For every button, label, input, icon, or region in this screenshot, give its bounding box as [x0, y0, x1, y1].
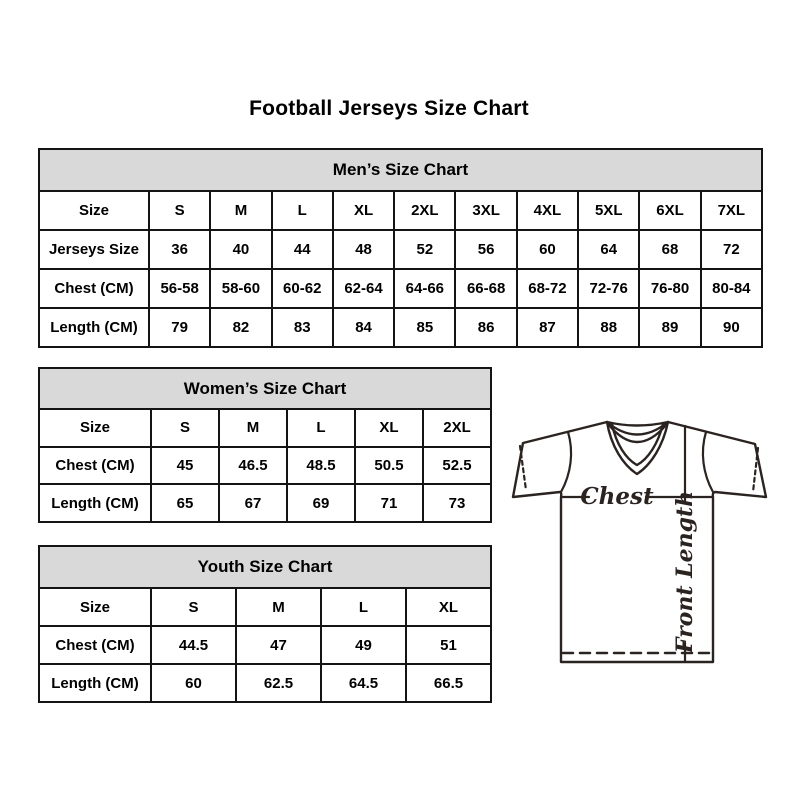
value-cell: 50.5 [355, 447, 423, 485]
value-cell: 52 [394, 230, 455, 269]
value-cell: 64-66 [394, 269, 455, 308]
value-cell: XL [406, 588, 491, 626]
value-cell: 56-58 [149, 269, 210, 308]
value-cell: 87 [517, 308, 578, 347]
value-cell: 48.5 [287, 447, 355, 485]
value-cell: 51 [406, 626, 491, 664]
value-cell: 73 [423, 484, 491, 522]
value-cell: 86 [455, 308, 516, 347]
value-cell: L [287, 409, 355, 447]
value-cell: XL [355, 409, 423, 447]
value-cell: 2XL [394, 191, 455, 230]
mens-size-table [38, 148, 763, 348]
value-cell: S [151, 588, 236, 626]
table-row [39, 269, 762, 308]
value-cell: 89 [639, 308, 700, 347]
value-cell: 64 [578, 230, 639, 269]
value-cell: 62.5 [236, 664, 321, 702]
value-cell: 56 [455, 230, 516, 269]
value-cell: 44.5 [151, 626, 236, 664]
table-row [39, 664, 491, 702]
value-cell: 60 [517, 230, 578, 269]
value-cell: 6XL [639, 191, 700, 230]
value-cell: 90 [701, 308, 762, 347]
men-table-title: Men’s Size Chart [39, 149, 762, 191]
jersey-outline [513, 422, 766, 662]
value-cell: 65 [151, 484, 219, 522]
womens-size-table [38, 367, 492, 523]
value-cell: 67 [219, 484, 287, 522]
value-cell: 40 [210, 230, 271, 269]
value-cell: 48 [333, 230, 394, 269]
row-label-cell: Chest (CM) [39, 269, 149, 308]
value-cell: 49 [321, 626, 406, 664]
value-cell: 83 [272, 308, 333, 347]
row-label-cell: Size [39, 409, 151, 447]
value-cell: 60-62 [272, 269, 333, 308]
value-cell: 85 [394, 308, 455, 347]
value-cell: 3XL [455, 191, 516, 230]
table-row [39, 447, 491, 485]
row-label-cell: Length (CM) [39, 308, 149, 347]
value-cell: 68-72 [517, 269, 578, 308]
front-length-label: Front Length [672, 490, 698, 654]
value-cell: M [210, 191, 271, 230]
value-cell: 79 [149, 308, 210, 347]
value-cell: 60 [151, 664, 236, 702]
value-cell: 88 [578, 308, 639, 347]
value-cell: 71 [355, 484, 423, 522]
table-row [39, 308, 762, 347]
value-cell: 45 [151, 447, 219, 485]
table-row [39, 409, 491, 447]
value-cell: 66.5 [406, 664, 491, 702]
value-cell: 80-84 [701, 269, 762, 308]
youth-size-table [38, 545, 492, 703]
value-cell: XL [333, 191, 394, 230]
row-label-cell: Length (CM) [39, 664, 151, 702]
value-cell: 36 [149, 230, 210, 269]
value-cell: L [272, 191, 333, 230]
row-label-cell: Size [39, 588, 151, 626]
value-cell: 62-64 [333, 269, 394, 308]
value-cell: 46.5 [219, 447, 287, 485]
table-row [39, 626, 491, 664]
women-table-title: Women’s Size Chart [39, 368, 491, 409]
value-cell: 7XL [701, 191, 762, 230]
value-cell: 82 [210, 308, 271, 347]
value-cell: 5XL [578, 191, 639, 230]
value-cell: L [321, 588, 406, 626]
value-cell: 76-80 [639, 269, 700, 308]
value-cell: 47 [236, 626, 321, 664]
chest-label: Chest [580, 483, 654, 510]
youth-table-title: Youth Size Chart [39, 546, 491, 588]
table-row [39, 191, 762, 230]
value-cell: 44 [272, 230, 333, 269]
row-label-cell: Jerseys Size [39, 230, 149, 269]
value-cell: M [236, 588, 321, 626]
table-row [39, 230, 762, 269]
value-cell: 84 [333, 308, 394, 347]
value-cell: M [219, 409, 287, 447]
value-cell: S [149, 191, 210, 230]
value-cell: 72-76 [578, 269, 639, 308]
row-label-cell: Chest (CM) [39, 447, 151, 485]
value-cell: S [151, 409, 219, 447]
value-cell: 72 [701, 230, 762, 269]
row-label-cell: Length (CM) [39, 484, 151, 522]
value-cell: 2XL [423, 409, 491, 447]
value-cell: 52.5 [423, 447, 491, 485]
page-title: Football Jerseys Size Chart [249, 97, 529, 120]
value-cell: 64.5 [321, 664, 406, 702]
table-row [39, 484, 491, 522]
value-cell: 4XL [517, 191, 578, 230]
jersey-diagram [505, 402, 775, 672]
value-cell: 69 [287, 484, 355, 522]
row-label-cell: Chest (CM) [39, 626, 151, 664]
value-cell: 58-60 [210, 269, 271, 308]
value-cell: 68 [639, 230, 700, 269]
row-label-cell: Size [39, 191, 149, 230]
table-row [39, 588, 491, 626]
value-cell: 66-68 [455, 269, 516, 308]
